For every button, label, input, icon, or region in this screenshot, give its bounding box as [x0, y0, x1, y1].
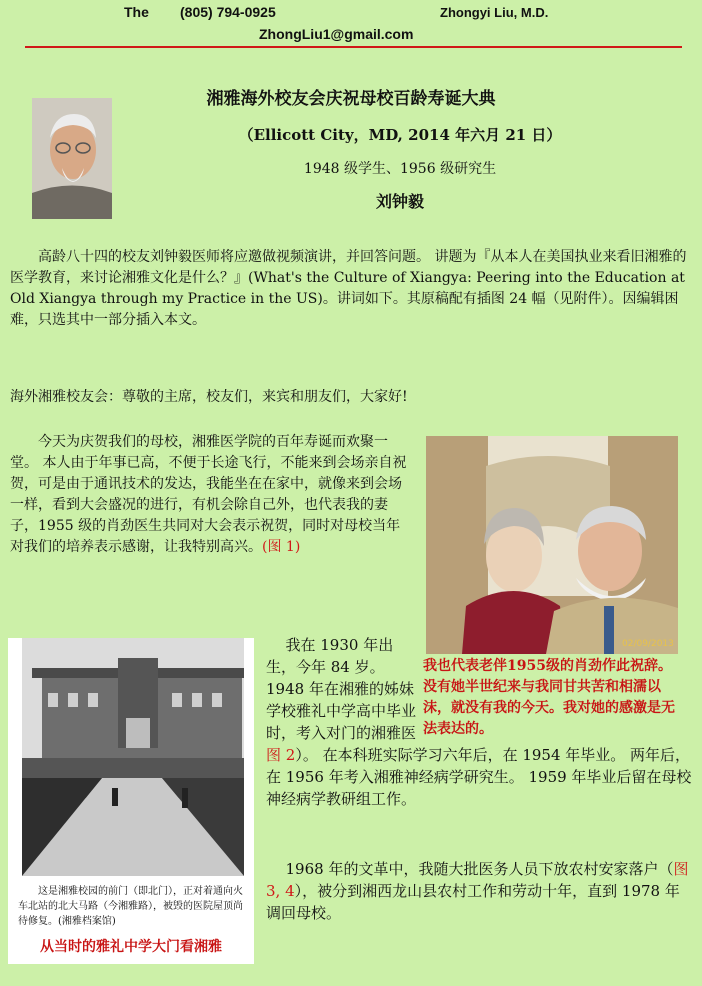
- author-credentials: 1948 级学生、1956 级研究生: [303, 161, 497, 177]
- paragraph-3-text-b: ），被分到湘西龙山县农村工作和劳动十年，直到 1978 年调回母校。: [266, 882, 680, 922]
- intro-paragraph: 高龄八十四的校友刘钟毅医师将应邀做视频演讲，并回答问题。 讲题为『从本人在美国执业来看旧湘雅的医学教育，来讨论湘雅文化是什么？』(What's the Culture of Xiangya: Peering into the Education at Old Xiangya through my Practice in the US)。讲词如下。其原稿配有插图 24 幅（见附件）。因编辑困难，只选其中一部分插入本文。: [10, 249, 687, 328]
- paragraph-2-wide: [266, 744, 692, 810]
- header-name: Zhongyi Liu, M.D.: [440, 5, 549, 20]
- paragraph-2-narrow: [266, 634, 422, 744]
- article-title: 湘雅海外校友会庆祝母校百龄寿诞大典: [206, 89, 496, 109]
- header-email[interactable]: ZhongLiu1@gmail.com: [259, 26, 414, 42]
- figure-2-ref[interactable]: 图 2: [266, 746, 296, 764]
- figure-2-caption: 从当时的雅礼中学大门看湘雅: [40, 939, 222, 955]
- figure-3-4-ref[interactable]: 图 3, 4: [266, 860, 689, 900]
- paragraph-3-text-a: 1968 年的文革中，我随大批医务人员下放农村安家落户（: [285, 860, 674, 878]
- header-the: The: [124, 4, 149, 20]
- paragraph-2-text-a: 我在 1930 年出生，今年 84 岁。 1948 年在湘雅的姊妹学校雅礼中学高中毕业时，考入对门的湘雅医: [266, 636, 417, 742]
- paragraph-2-text-b: ）。 在本科班实际学习六年后，在 1954 年毕业。 两年后，在 1956 年考入湘雅神经病学研究生。 1959 年毕业后留在母校神经病学教研组工作。: [266, 746, 692, 808]
- figure-2-caption-small: 这是湘雅校园的前门（即北门），正对着通向火车北站的北大马路（今湘雅路），被毁的医院屋顶尚待修复。(湘雅档案馆): [18, 886, 243, 927]
- paragraph-3: [266, 858, 692, 924]
- figure-1-caption: 我也代表老伴1955级的肖劲作此祝辞。没有她半世纪来与我同甘共苦和相濡以沫，就没有我的今天。我对她的感激是无法表达的。: [423, 658, 675, 737]
- paragraph-1-text: 今天为庆贺我们的母校，湘雅医学院的百年寿诞而欢聚一堂。 本人由于年事已高，不便于长途飞行，不能来到会场亲自祝贺，可是由于通讯技术的发达，我能坐在在家中，就像来到会场一样，看到大会盛况的进行，有机会除自己外，也代表我的妻子，1955 级的肖劲医生共同对大会表示祝贺，同时对母校当年对我们的培养表示感谢，让我特别高兴。: [10, 434, 407, 555]
- figure-1-ref[interactable]: (图 1): [262, 539, 301, 555]
- author-portrait: [32, 98, 112, 219]
- paragraph-1: [10, 432, 410, 558]
- figure-1-photo: [426, 436, 678, 654]
- article-subtitle: （Ellicott City，MD, 2014 年六月 21 日）: [238, 126, 562, 144]
- header-divider: [25, 46, 682, 48]
- greeting: 海外湘雅校友会：尊敬的主席，校友们，来宾和朋友们，大家好!: [10, 389, 408, 405]
- header-phone: (805) 794-0925: [180, 4, 276, 20]
- figure-2-photo: [22, 638, 244, 876]
- author-name: 刘钟毅: [375, 192, 424, 211]
- photo-date-stamp: 02/09/2013: [622, 639, 674, 649]
- figure-2-frame: [8, 638, 254, 964]
